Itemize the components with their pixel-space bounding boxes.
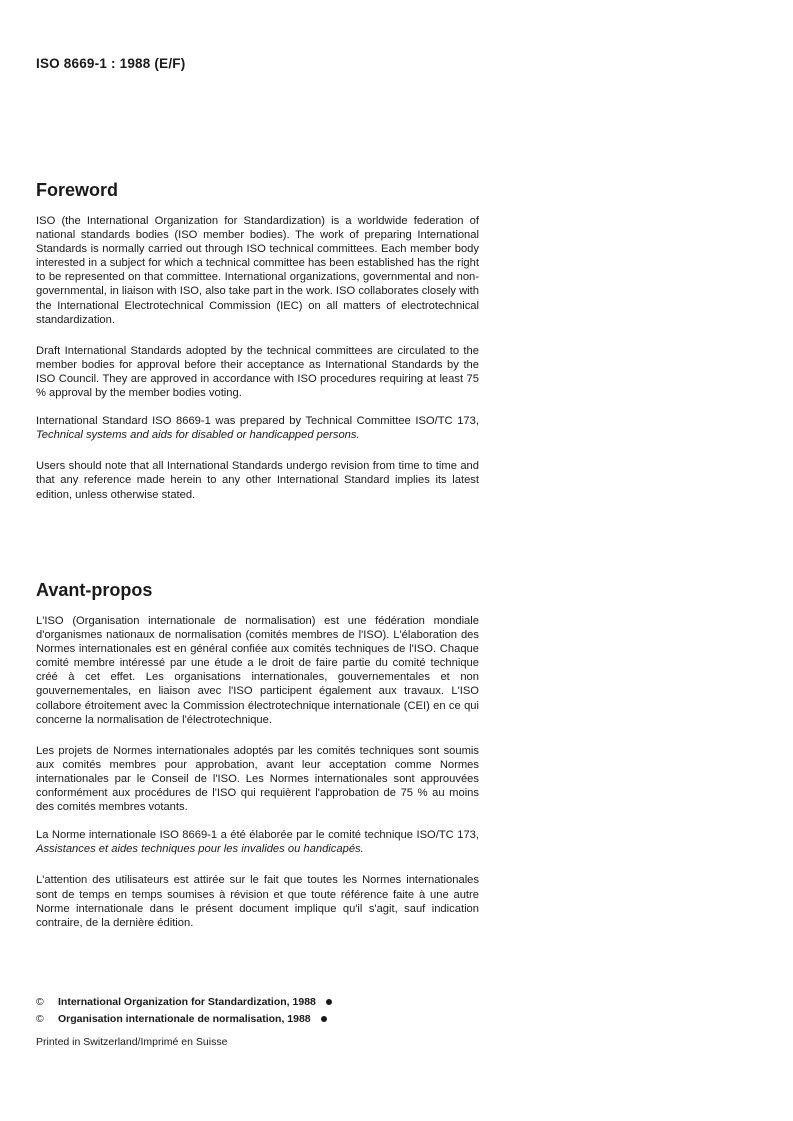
avant-propos-paragraph-4: L'attention des utilisateurs est attirée sur le fait que toutes les Normes internationales sont de temps en temps soumises à révision et que toute référence faite à une autre Norme internationale dans le présent document implique qu'il s'agit, sauf indication contraire, de la dernière édition. [36,874,479,929]
avant-propos-section [36,580,479,930]
printed-in-note: Printed in Switzerland/Imprimé en Suisse [36,1036,228,1048]
foreword-paragraph-4: Users should note that all International Standards undergo revision from time to time and that any reference made herein to any other International Standard implies its latest edition, unless otherwise stated. [36,460,479,501]
document-id: ISO 8669-1 : 1988 (E/F) [36,56,186,71]
avant-propos-title: Avant-propos [36,580,153,600]
bullet-icon [321,1016,327,1022]
copyright-icon: © [36,995,44,1008]
copyright-line-fr [36,1010,332,1027]
foreword-title: Foreword [36,180,119,200]
copyright-block [36,993,332,1027]
foreword-paragraph-3 [36,414,479,442]
foreword-section [36,180,479,502]
bullet-icon [326,999,332,1005]
avant-propos-paragraph-3 [36,828,479,856]
avant-propos-committee-title: Assistances et aides techniques pour les invalides ou handicapés. [36,843,364,856]
copyright-text-fr: Organisation internationale de normalisation, 1988 [58,1012,311,1025]
foreword-committee-title: Technical systems and aids for disabled or handicapped persons. [36,429,360,442]
foreword-paragraph-2: Draft International Standards adopted by the technical committees are circulated to the member bodies for approval before their acceptance as International Standards by the ISO Council. They are approved in accordance with ISO procedures requiring at least 75 % approval by the member bodies voting. [36,344,479,400]
foreword-paragraph-1: ISO (the International Organization for Standardization) is a worldwide federation of national standards bodies (ISO member bodies). The work of preparing International Standards is normally carried out through ISO technical committees. Each member body interested in a subject for which a technical committee has been established has the right to be represented on that committee. International organizations, governmental and non-governmental, in liaison with ISO, also take part in the work. ISO collaborates closely with the International Electrotechnical Commission (IEC) on all matters of electrotechnical standardization. [36,215,479,326]
copyright-text-en: International Organization for Standardization, 1988 [58,995,316,1008]
copyright-icon: © [36,1012,44,1025]
foreword-paragraph-3-text: International Standard ISO 8669-1 was prepared by Technical Committee ISO/TC 173, [36,415,479,428]
avant-propos-paragraph-3-text: La Norme internationale ISO 8669-1 a été élaborée par le comité technique ISO/TC 173, [36,829,479,842]
avant-propos-paragraph-1: L'ISO (Organisation internationale de normalisation) est une fédération mondiale d'organismes nationaux de normalisation (comités membres de l'ISO). L'élaboration des Normes internationales est en général confiée aux comités techniques de l'ISO. Chaque comité membre intéressé par une étude a le droit de faire partie du comité technique créé à cet effet. Les organisations internationales, gouvernementales et non gouvernementales, en liaison avec l'ISO participent également aux travaux. L'ISO collabore étroitement avec la Commission électrotechnique internationale (CEI) en ce qui concerne la normalisation de l'électrotechnique. [36,615,479,726]
copyright-line-en [36,993,332,1010]
avant-propos-paragraph-2: Les projets de Normes internationales adoptés par les comités techniques sont soumis aux comités membres pour approbation, avant leur acceptation comme Normes internationales par le Conseil de l'ISO. Les Normes internationales sont approuvées conformément aux procédures de l'ISO qui requièrent l'approbation de 75 % au moins des comités membres votants. [36,744,479,814]
